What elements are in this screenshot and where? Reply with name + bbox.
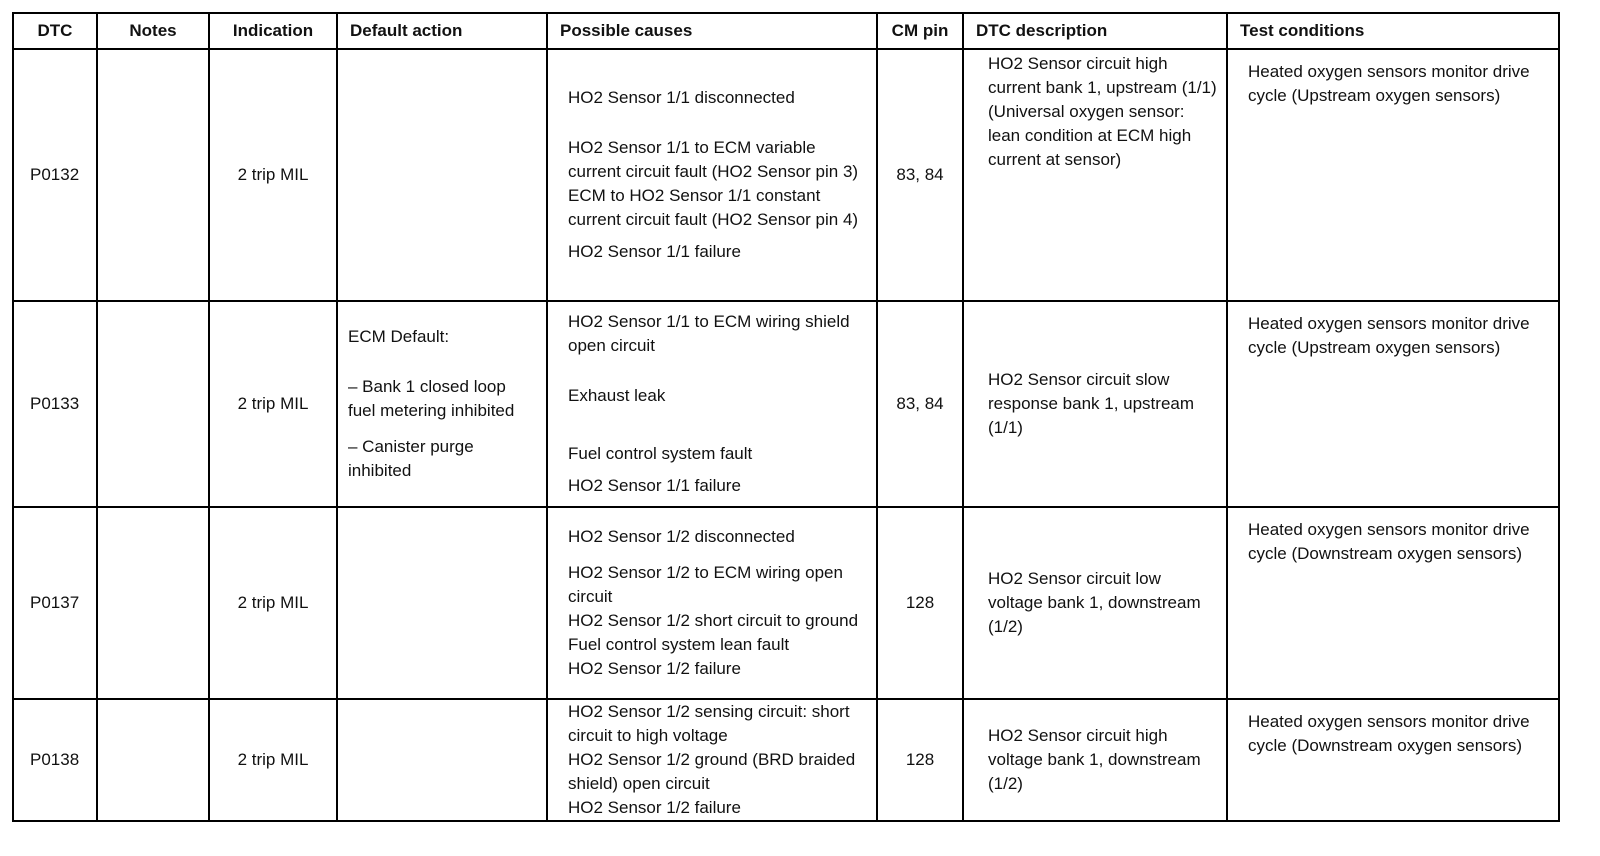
cause-item: ECM to HO2 Sensor 1/1 constant current circuit fault (HO2 Sensor pin 4) [568, 186, 859, 229]
header-cm-pin: CM pin [877, 13, 963, 49]
dtc-code: P0138 [13, 699, 97, 821]
header-default-action: Default action [337, 13, 547, 49]
dtc-table [12, 12, 1560, 822]
indication-cell: 2 trip MIL [209, 507, 337, 699]
indication-cell: 2 trip MIL [209, 49, 337, 301]
cause-item: Fuel control system fault [568, 444, 753, 463]
cm-pin-cell: 83, 84 [877, 49, 963, 301]
header-test-conditions: Test conditions [1227, 13, 1559, 49]
indication-cell: 2 trip MIL [209, 301, 337, 507]
table-row [13, 507, 1559, 699]
dtc-code: P0132 [13, 49, 97, 301]
cm-pin-cell: 128 [877, 699, 963, 821]
cause-item: HO2 Sensor 1/2 disconnected [568, 527, 795, 546]
cause-item: HO2 Sensor 1/1 failure [568, 242, 741, 261]
header-row [13, 13, 1559, 49]
cause-item: HO2 Sensor 1/1 to ECM variable current circuit fault (HO2 Sensor pin 3) [568, 138, 859, 181]
notes-cell [97, 301, 209, 507]
cause-item: HO2 Sensor 1/2 ground (BRD braided shield) open circuit [568, 750, 856, 793]
header-dtc-description: DTC description [963, 13, 1227, 49]
possible-causes-cell [547, 699, 877, 821]
possible-causes-cell [547, 49, 877, 301]
default-action-item: ECM Default: [348, 327, 450, 346]
table-row [13, 699, 1559, 821]
dtc-description-cell: HO2 Sensor circuit high current bank 1, upstream (1/1) (Universal oxygen sensor: lean condition at ECM high current at sensor) [963, 49, 1227, 301]
dtc-code: P0137 [13, 507, 97, 699]
indication-cell: 2 trip MIL [209, 699, 337, 821]
table-row [13, 49, 1559, 301]
dtc-table-container [12, 12, 1560, 822]
cm-pin-cell: 83, 84 [877, 301, 963, 507]
default-action-item: – Bank 1 closed loop fuel metering inhibited [348, 377, 515, 420]
cause-item: HO2 Sensor 1/2 sensing circuit: short circuit to high voltage [568, 702, 850, 745]
cause-item: Fuel control system lean fault [568, 635, 790, 654]
cause-item: HO2 Sensor 1/2 failure [568, 659, 741, 678]
possible-causes-cell [547, 301, 877, 507]
default-action-item: – Canister purge inhibited [348, 437, 474, 480]
table-row [13, 301, 1559, 507]
test-conditions-cell: Heated oxygen sensors monitor drive cycle (Upstream oxygen sensors) [1227, 49, 1559, 301]
default-action-cell [337, 507, 547, 699]
cause-item: HO2 Sensor 1/1 to ECM wiring shield open circuit [568, 312, 850, 355]
cause-item: HO2 Sensor 1/2 failure [568, 798, 741, 817]
dtc-code: P0133 [13, 301, 97, 507]
test-conditions-cell: Heated oxygen sensors monitor drive cycle (Downstream oxygen sensors) [1227, 699, 1559, 821]
test-conditions-cell: Heated oxygen sensors monitor drive cycle (Upstream oxygen sensors) [1227, 301, 1559, 507]
notes-cell [97, 507, 209, 699]
cm-pin-cell: 128 [877, 507, 963, 699]
default-action-cell [337, 301, 547, 507]
test-conditions-cell: Heated oxygen sensors monitor drive cycle (Downstream oxygen sensors) [1227, 507, 1559, 699]
possible-causes-cell [547, 507, 877, 699]
cause-item: HO2 Sensor 1/1 disconnected [568, 88, 795, 107]
notes-cell [97, 49, 209, 301]
header-indication: Indication [209, 13, 337, 49]
cause-item: HO2 Sensor 1/2 short circuit to ground [568, 611, 859, 630]
notes-cell [97, 699, 209, 821]
header-notes: Notes [97, 13, 209, 49]
dtc-description-cell: HO2 Sensor circuit low voltage bank 1, downstream (1/2) [963, 507, 1227, 699]
default-action-cell [337, 49, 547, 301]
dtc-description-cell: HO2 Sensor circuit high voltage bank 1, downstream (1/2) [963, 699, 1227, 821]
default-action-cell [337, 699, 547, 821]
dtc-description-cell: HO2 Sensor circuit slow response bank 1, upstream (1/1) [963, 301, 1227, 507]
header-dtc: DTC [13, 13, 97, 49]
header-possible-causes: Possible causes [547, 13, 877, 49]
cause-item: HO2 Sensor 1/2 to ECM wiring open circuit [568, 563, 843, 606]
cause-item: Exhaust leak [568, 386, 666, 405]
cause-item: HO2 Sensor 1/1 failure [568, 476, 741, 495]
